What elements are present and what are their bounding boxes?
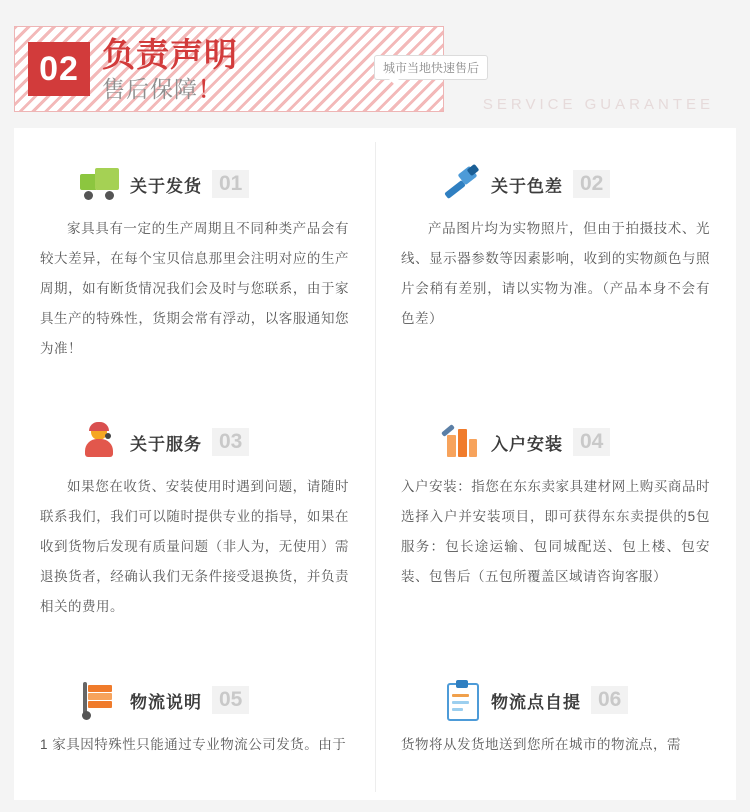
content-wrapper: [0, 128, 750, 800]
info-cell-body: 入户安装：指您在东东卖家具建材网上购买商品时选择入户并安装项目，即可获得东东卖提供的5包服务：包长途运输、包同城配送、包上楼、包安装、包售后（五包所覆盖区域请咨询客服）: [401, 479, 710, 584]
info-cell-body: 如果您在收货、安装使用时遇到问题，请随时联系我们，我们可以随时提供专业的指导，如果在收到货物后发现有质量问题（非人为，无使用）需退换货者，经确认我们无条件接受退换货，并负责相关的费用。: [40, 479, 349, 614]
home-installation-icon: [441, 422, 483, 462]
banner-text-group: [102, 35, 480, 103]
banner-content: [14, 26, 480, 112]
pickup-clipboard-icon: [441, 680, 483, 720]
info-cell-home-installation: [375, 404, 736, 662]
info-cell-header: [401, 418, 710, 466]
info-cell-header: [40, 676, 349, 724]
info-cell-body: 家具具有一定的生产周期且不同种类产品会有较大差异，在每个宝贝信息那里会注明对应的生产周期，如有断货情况我们会及时与您联系，由于家具生产的特殊性，货期会常有浮动，以客服通知您为准！: [40, 221, 349, 356]
info-cell-header: [40, 160, 349, 208]
info-cell-body: 货物将从发货地送到您所在城市的物流点，需: [401, 737, 681, 752]
info-cell-title: 关于服务: [130, 434, 202, 454]
info-cell-service: [14, 404, 375, 662]
info-cell-title: 物流说明: [130, 692, 202, 712]
info-cell-title: 关于色差: [491, 176, 563, 196]
customer-service-icon: [80, 422, 122, 462]
info-cell-number: 05: [212, 686, 249, 714]
info-cell-title: 关于发货: [130, 176, 202, 196]
logistics-cart-icon: [80, 680, 122, 720]
info-cell-number: 06: [591, 686, 628, 714]
info-cell-color-difference: [375, 146, 736, 404]
banner-subtitle-text: 售后保障: [102, 76, 198, 102]
info-cell-header: [40, 418, 349, 466]
info-cell-title: 物流点自提: [491, 692, 581, 712]
banner-number-badge: 02: [28, 42, 90, 96]
banner-english-caption: SERVICE GUARANTEE: [482, 96, 714, 113]
delivery-truck-icon: [80, 164, 122, 204]
banner-subtitle-exclamation: ！: [198, 76, 222, 102]
info-cell-header: [401, 160, 710, 208]
info-cell-number: 04: [573, 428, 610, 456]
info-cell-pickup: [375, 662, 736, 800]
section-banner: [0, 0, 750, 128]
info-cell-header: [401, 676, 710, 724]
info-cell-logistics: [14, 662, 375, 800]
info-cell-number: 03: [212, 428, 249, 456]
info-cell-body: 1 家具因特殊性只能通过专业物流公司发货。由于: [40, 737, 347, 752]
info-cell-title: 入户安装: [491, 434, 563, 454]
banner-bubble-tag: 城市当地快速售后: [374, 55, 488, 80]
banner-title: 负责声明: [102, 36, 238, 73]
info-cell-delivery: [14, 146, 375, 404]
info-panel: [14, 128, 736, 800]
info-cell-body: 产品图片均为实物照片，但由于拍摄技术、光线、显示器参数等因素影响，收到的实物颜色与照片会稍有差别，请以实物为准。（产品本身不会有色差）: [401, 221, 710, 326]
info-cell-number: 01: [212, 170, 249, 198]
info-cell-number: 02: [573, 170, 610, 198]
paint-brush-icon: [441, 164, 483, 204]
